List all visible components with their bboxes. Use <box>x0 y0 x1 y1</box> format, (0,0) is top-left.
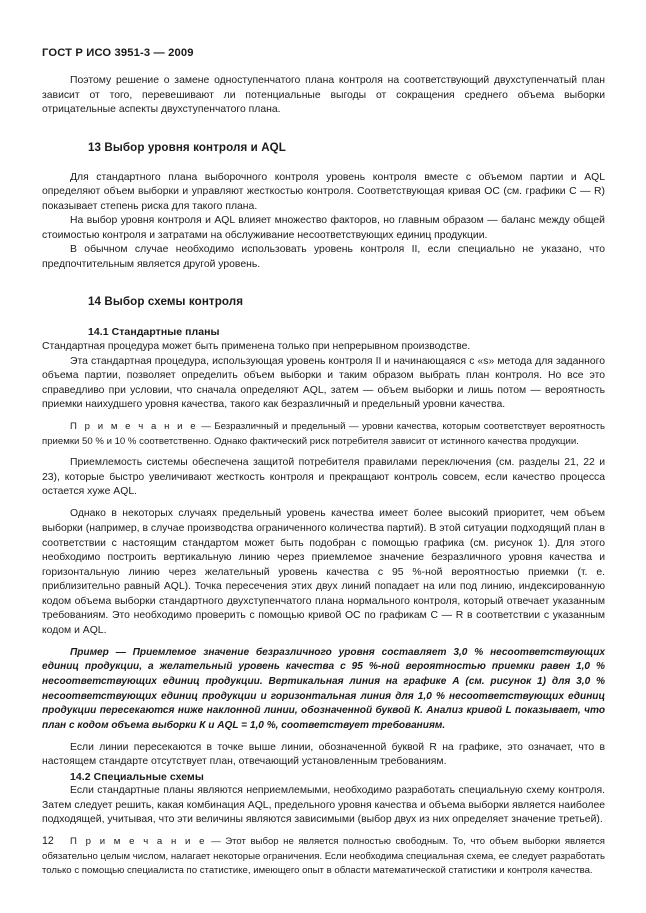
section141-paragraph-1: Стандартная процедура может быть применена только при непрерывном производстве. <box>42 341 471 353</box>
section141-paragraph-4: Однако в некоторых случаях предельный уровень качества имеет более высокий приоритет, чем объем выборки (например, в случае производства ограниченного количества партий). В этой ситуации подходящий план в соответствии с настоящим стандартом может быть подобран с помощью графика (см. рисунок 1). Для этого необходимо построить вертикальную линию через приемлемое значение безразличного уровня качества и горизонтальную линию через желательный уровень качества с 95 %-ной вероятностью приемки (т. е. приблизительно равный AQL). Точка пересечения этих двух линий попадает на или под линию, индексированную кодом объема выборки стандартного двухступенчатого плана нормального контроля, который отвечает указанным требованиям. Это необходимо проверить с помощью кривой ОС по графикам С — R в соответствии с указанным кодом и AQL. <box>42 508 605 636</box>
section13-paragraph-3: В обычном случае необходимо использовать уровень контроля II, если специально не указано, что предпочтительным является другой уровень. <box>42 244 605 270</box>
page-content <box>42 0 605 878</box>
subsection-heading-14-1: 14.1 Стандартные планы <box>88 326 220 339</box>
subsection-heading-14-2: 14.2 Специальные схемы <box>70 770 204 783</box>
section-heading-13: 13 Выбор уровня контроля и AQL <box>88 140 286 154</box>
spacer <box>42 733 605 741</box>
document-header-standard-number: ГОСТ Р ИСО 3951-3 — 2009 <box>42 47 194 59</box>
spacer <box>42 155 605 171</box>
note-2-label: П р и м е ч а н и е <box>70 836 207 848</box>
section13-paragraph-2: На выбор уровня контроля и AQL влияет множество факторов, но главным образом — баланс между общей стоимостью контроля и затратами на обслуживание несоответствующих единиц продукции. <box>42 215 605 241</box>
note-1-text: — Безразличный и предельный — уровни качества, которым соответствует вероятность приемки 50 % и 10 % соответственно. Однако фактический риск потребителя зависит от истинного качества продукции. <box>42 421 605 447</box>
section13-paragraph-1: Для стандартного плана выборочного контроля уровень контроля вместе с объемом партии и AQL определяют объем выборки и управляют жесткостью контроля. Соответствующая кривая ОС (см. графики С — R) показывает степень риска для такого плана. <box>42 171 605 212</box>
spacer <box>42 828 605 836</box>
intro-paragraph: Поэтому решение о замене одноступенчатого плана контроля на соответствующий двухступенчатый план зависит от того, перевешивают ли потенциальные выгоды от сокращения среднего объема выборки отрицательные аспекты двухступенчатого плана. <box>42 75 605 116</box>
example-paragraph: Пример — Приемлемое значение безразличного уровня составляет 3,0 % несоответствующих единиц продукции, а желательный уровень качества с 95 %-ной вероятностью приемки равен 1,0 % несоответствующих единиц продукции. Вертикальная линия на графике А (см. рисунок 1) для 3,0 % несоответствующих единиц продукции и горизонтальная линия для 1,0 % несоответствующих единиц продукции пересекаются ниже наклонной линии, обозначенной буквой К. Анализ кривой L показывает, что план с кодом объема выборки К и AQL = 1,0 %, соответствует требованиям. <box>42 646 605 731</box>
section141-paragraph-2: Эта стандартная процедура, использующая уровень контроля II и начинающаяся с «s» метода для заданного объема партии, позволяет определить объем выборки и таким образом выбрать план контроля. Но все это справедливо при условии, что сначала определяют AQL, затем — объем выборки и лишь потом — вероятность приемки наихудшего уровня качества, такого как безразличный и предельный уровни качества. <box>42 355 605 411</box>
note-1-label: П р и м е ч а н и е <box>70 421 198 433</box>
section141-paragraph-5: Если линии пересекаются в точке выше линии, обозначенной буквой R на графике, это означает, что в настоящем стандарте отсутствует план, отвечающий установленным требованиям. <box>42 741 605 768</box>
section-heading-14: 14 Выбор схемы контроля <box>88 295 244 309</box>
spacer <box>42 118 605 141</box>
spacer <box>42 413 605 421</box>
spacer <box>42 309 605 325</box>
spacer <box>42 500 605 508</box>
note-2-text: — Этот выбор не является полностью свободным. То, что объем выборки является обязательно целым числом, налагает некоторые ограничения. Если необходима специальная схема, ее следует разработать только с помощью специалиста по статистике, имеющего опыт в области математической статистики и контроля качества. <box>42 836 605 877</box>
spacer <box>42 449 605 457</box>
spacer <box>42 60 605 74</box>
section141-paragraph-3: Приемлемость системы обеспечена защитой потребителя правилами переключения (см. разделы 21, 22 и 23), которые быстро увеличивают жесткость контроля и прекращают контроль совсем, если качество процесса остается хуже AQL. <box>42 457 605 498</box>
section142-paragraph-1: Если стандартные планы являются неприемлемыми, необходимо разработать специальную схему контроля. Затем следует решить, какая комбинация AQL, предельного уровня качества и объема выборки является наиболее подходящей, учитывая, что эти величины являются зависимыми (выбор двух из них определяет значение третьей). <box>42 785 605 826</box>
page-number: 12 <box>42 835 54 847</box>
spacer <box>42 638 605 646</box>
note-2 <box>42 835 605 878</box>
spacer <box>42 272 605 295</box>
note-1 <box>42 420 605 449</box>
